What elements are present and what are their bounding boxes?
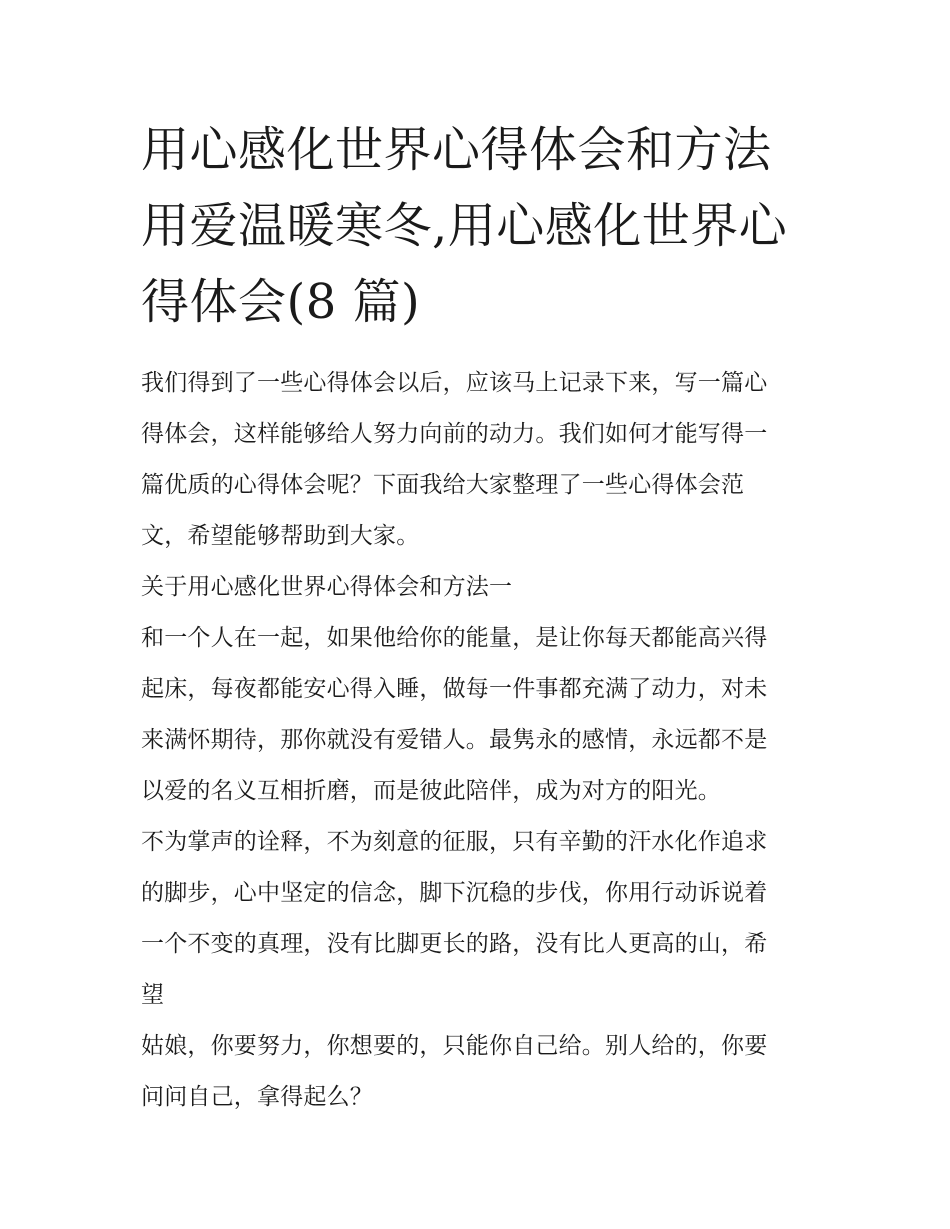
text-line: 以爱的名义互相折磨，而是彼此陪伴，成为对方的阳光。	[141, 778, 721, 804]
document-title	[141, 112, 813, 340]
text-line: 文，希望能够帮助到大家。	[141, 523, 420, 549]
text-line: 来满怀期待，那你就没有爱错人。最隽永的感情，永远都不是	[141, 727, 768, 753]
text-line: 起床，每夜都能安心得入睡，做每一件事都充满了动力，对未	[141, 676, 768, 702]
title-line: 用心感化世界心得体会和方法	[141, 122, 772, 178]
document-page	[141, 112, 813, 1123]
text-line: 望	[141, 982, 165, 1008]
text-line: 不为掌声的诠释，不为刻意的征服，只有辛勤的汗水化作追求	[141, 829, 768, 855]
text-line: 我们得到了一些心得体会以后，应该马上记录下来，写一篇心	[141, 370, 768, 396]
text-line: 和一个人在一起，如果他给你的能量，是让你每天都能高兴得	[141, 625, 768, 651]
document-body	[141, 358, 813, 1123]
text-line: 的脚步，心中坚定的信念，脚下沉稳的步伐，你用行动诉说着	[141, 880, 768, 906]
text-line: 问问自己，拿得起么？	[141, 1084, 373, 1110]
text-line: 一个不变的真理，没有比脚更长的路，没有比人更高的山，希	[141, 931, 768, 957]
section-heading	[141, 562, 813, 613]
text-line: 姑娘，你要努力，你想要的，只能你自己给。别人给的，你要	[141, 1033, 768, 1059]
text-line: 关于用心感化世界心得体会和方法一	[141, 574, 513, 600]
text-line: 篇优质的心得体会呢？下面我给大家整理了一些心得体会范	[141, 472, 745, 498]
body-paragraph	[141, 613, 813, 817]
title-line: 得体会(8 篇)	[141, 274, 421, 330]
intro-paragraph	[141, 358, 813, 562]
body-paragraph	[141, 817, 813, 1021]
text-line: 得体会，这样能够给人努力向前的动力。我们如何才能写得一	[141, 421, 768, 447]
body-paragraph	[141, 1021, 813, 1123]
title-line: 用爱温暖寒冬,用心感化世界心	[141, 198, 788, 254]
